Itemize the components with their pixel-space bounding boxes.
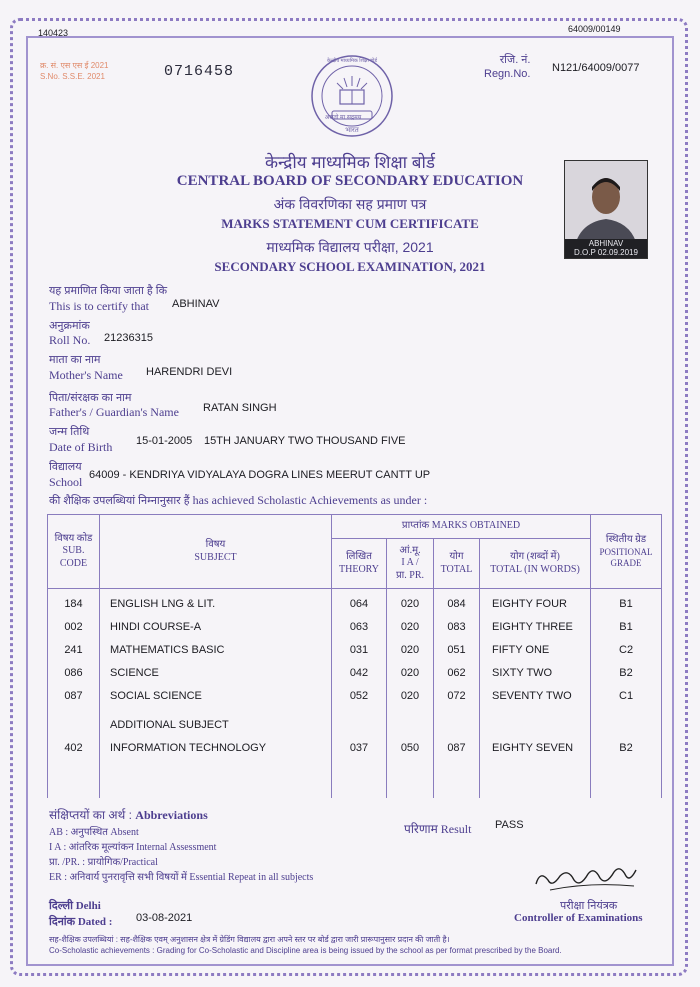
row-5-ia: 020	[400, 690, 420, 702]
row-2-grade: B1	[619, 621, 633, 633]
mother-name: HARENDRI DEVI	[146, 366, 233, 378]
dated-label: दिनांक Dated :	[49, 916, 113, 928]
additional-row-ia: 050	[400, 742, 420, 754]
col-sub-code: विषय कोड SUB. CODE	[48, 515, 100, 589]
table-body-codes	[48, 589, 100, 799]
row-spacer	[332, 714, 386, 737]
table-body-words	[480, 589, 591, 799]
additional-row-theory: 037	[349, 742, 369, 754]
mother-label: Mother's Name	[49, 368, 123, 382]
row-1-total: 084	[447, 598, 466, 610]
row-5-grade: C1	[619, 690, 634, 702]
table-body-ia	[387, 589, 434, 799]
exam-title: SECONDARY SCHOOL EXAMINATION, 2021	[214, 259, 486, 274]
result-value: PASS	[495, 819, 524, 831]
controller-title: Controller of Examinations	[514, 912, 643, 924]
achieved-line: की शैक्षिक उपलब्धियां निम्नानुसार हैं has achieved Scholastic Achievements as under :	[49, 493, 428, 507]
student-name: ABHINAV	[172, 298, 220, 310]
additional-row-subject: INFORMATION TECHNOLOGY	[110, 742, 267, 754]
row-spacer	[387, 714, 433, 737]
table-body-total	[434, 589, 480, 799]
row-3-words: FIFTY ONE	[492, 644, 550, 656]
row-3-subject: MATHEMATICS BASIC	[110, 644, 225, 656]
row-2-theory: 063	[349, 621, 369, 633]
certificate-title: MARKS STATEMENT CUM CERTIFICATE	[221, 216, 479, 231]
controller-title-hindi: परीक्षा नियंत्रक	[560, 900, 618, 912]
row-4-words: SIXTY TWO	[492, 667, 553, 679]
row-5-subject: SOCIAL SCIENCE	[110, 690, 202, 702]
student-photo	[564, 160, 648, 259]
row-2-total: 083	[447, 621, 466, 633]
row-3-total: 051	[447, 644, 466, 656]
board-name-hindi: केन्द्रीय माध्यमिक शिक्षा बोर्ड	[265, 153, 435, 172]
mother-label-hindi: माता का नाम	[49, 354, 101, 366]
row-spacer	[591, 714, 661, 737]
certificate-title-hindi: अंक विवरणिका सह प्रमाण पत्र	[273, 196, 427, 212]
row-5-total: 072	[447, 690, 466, 702]
col-subject: विषय SUBJECT	[100, 515, 332, 589]
footer-note: Co-Scholastic achievements : Grading for Co-Scholastic and Discipline area is being issued by the school as per format prescribed by the Board.	[49, 946, 562, 955]
row-3-ia: 020	[400, 644, 420, 656]
top-right-number: 64009/00149	[568, 24, 621, 34]
serial-number: 0716458	[164, 63, 235, 80]
school-value: 64009 - KENDRIYA VIDYALAYA DOGRA LINES MEERUT CANTT UP	[89, 469, 431, 481]
exam-title-hindi: माध्यमिक विद्यालय परीक्षा, 2021	[266, 239, 434, 255]
row-spacer	[492, 714, 590, 737]
controller-signature-icon	[530, 862, 640, 898]
row-4-grade: B2	[619, 667, 633, 679]
abbr-essential-repeat: ER : अनिवार्य पुनरावृत्ति सभी विषयों में Essential Repeat in all subjects	[49, 872, 314, 883]
row-1-words: EIGHTY FOUR	[492, 598, 567, 610]
abbr-internal-assessment: I A : आंतरिक मूल्यांकन Internal Assessment	[49, 842, 217, 853]
col-total-words: योग (शब्दों में) TOTAL (IN WORDS)	[480, 539, 591, 589]
row-4-theory: 042	[349, 667, 369, 679]
row-4-ia: 020	[400, 667, 420, 679]
photo-caption: ABHINAV D.O.P 02.09.2019	[574, 239, 638, 257]
row-spacer	[48, 714, 99, 737]
roll-label-hindi: अनुक्रमांक	[49, 320, 90, 332]
row-2-subject: HINDI COURSE-A	[110, 621, 202, 633]
regn-number: N121/64009/0077	[552, 62, 640, 74]
father-name: RATAN SINGH	[203, 402, 277, 414]
regn-label: रजि. नं. Regn.No.	[484, 54, 531, 80]
emblem-ribbon-text: असतो मा सद्गमय	[324, 115, 362, 121]
additional-row-words: EIGHTY SEVEN	[492, 742, 574, 754]
col-theory: लिखित THEORY	[332, 539, 387, 589]
abbreviations-title: संक्षिप्तयों का अर्थ : Abbreviations	[49, 808, 208, 822]
additional-row-total: 087	[447, 742, 466, 754]
abbr-practical: प्रा. /PR. : प्रायोगिक/Practical	[49, 857, 158, 868]
table-body-grades	[591, 589, 662, 799]
father-label: Father's / Guardian's Name	[49, 405, 179, 419]
col-marks-obtained: प्राप्तांक MARKS OBTAINED	[332, 515, 591, 539]
dob-label-hindi: जन्म तिथि	[49, 426, 90, 438]
dob-words: 15TH JANUARY TWO THOUSAND FIVE	[204, 435, 406, 447]
additional-row-code: 402	[64, 742, 83, 754]
row-1-theory: 064	[349, 598, 369, 610]
additional-row-grade: B2	[619, 742, 633, 754]
row-1-code: 184	[64, 598, 83, 610]
dob-label: Date of Birth	[49, 440, 113, 454]
row-2-code: 002	[64, 621, 83, 633]
row-5-code: 087	[64, 690, 83, 702]
row-3-grade: C2	[619, 644, 634, 656]
place-label: दिल्ली Delhi	[49, 900, 101, 912]
dated-value: 03-08-2021	[136, 912, 193, 924]
row-1-subject: ENGLISH LNG & LIT.	[110, 598, 216, 610]
additional-subject-heading: ADDITIONAL SUBJECT	[110, 719, 229, 731]
certify-label: This is to certify that	[49, 299, 149, 313]
board-name: CENTRAL BOARD OF SECONDARY EDUCATION	[176, 173, 524, 189]
school-label: School	[49, 475, 83, 489]
row-2-words: EIGHTY THREE	[492, 621, 573, 633]
dob-value: 15-01-2005	[136, 435, 193, 447]
school-label-hindi: विद्यालय	[49, 461, 82, 473]
col-total: योग TOTAL	[434, 539, 480, 589]
roll-number: 21236315	[104, 332, 153, 344]
row-4-code: 086	[64, 667, 83, 679]
top-left-number: 140423	[38, 28, 69, 38]
row-2-ia: 020	[400, 621, 420, 633]
row-4-total: 062	[447, 667, 466, 679]
footer-note-hindi: सह-शैक्षिक उपलब्धियां : सह-शैक्षिक एवम् अनुशासन क्षेत्र में ग्रेडिंग विद्यालय द्वारा अपने स्तर पर बोर्ड द्वारा जारी प्रारूपानुसार प्रदान की जाती है।	[49, 935, 450, 944]
roll-label: Roll No.	[49, 333, 91, 347]
col-positional-grade: स्थितीय ग्रेड POSITIONAL GRADE	[591, 515, 662, 589]
table-body-theory	[332, 589, 387, 799]
abbr-absent: AB : अनुपस्थित Absent	[49, 827, 139, 838]
row-3-theory: 031	[349, 644, 369, 656]
row-1-grade: B1	[619, 598, 633, 610]
marks-table	[47, 514, 662, 798]
row-spacer	[434, 714, 479, 737]
row-5-theory: 052	[349, 690, 369, 702]
row-5-words: SEVENTY TWO	[492, 690, 572, 702]
certify-label-hindi: यह प्रमाणित किया जाता है कि	[49, 285, 168, 297]
table-body-subjects	[100, 589, 332, 799]
row-3-code: 241	[64, 644, 83, 656]
result-label: परिणाम Result	[404, 822, 472, 836]
serial-stamp: क्र. सं. एस एस ई 2021 S.No. S.S.E. 2021	[40, 61, 109, 81]
father-label-hindi: पिता/संरक्षक का नाम	[49, 392, 132, 404]
row-4-subject: SCIENCE	[110, 667, 159, 679]
emblem-bottom-text: भारत	[345, 127, 359, 134]
col-ia-pr: आं.मू. I A / प्रा. PR.	[387, 539, 434, 589]
emblem-ring-text: केन्द्रीय माध्यमिक शिक्षा बोर्ड	[327, 58, 377, 64]
row-1-ia: 020	[400, 598, 420, 610]
